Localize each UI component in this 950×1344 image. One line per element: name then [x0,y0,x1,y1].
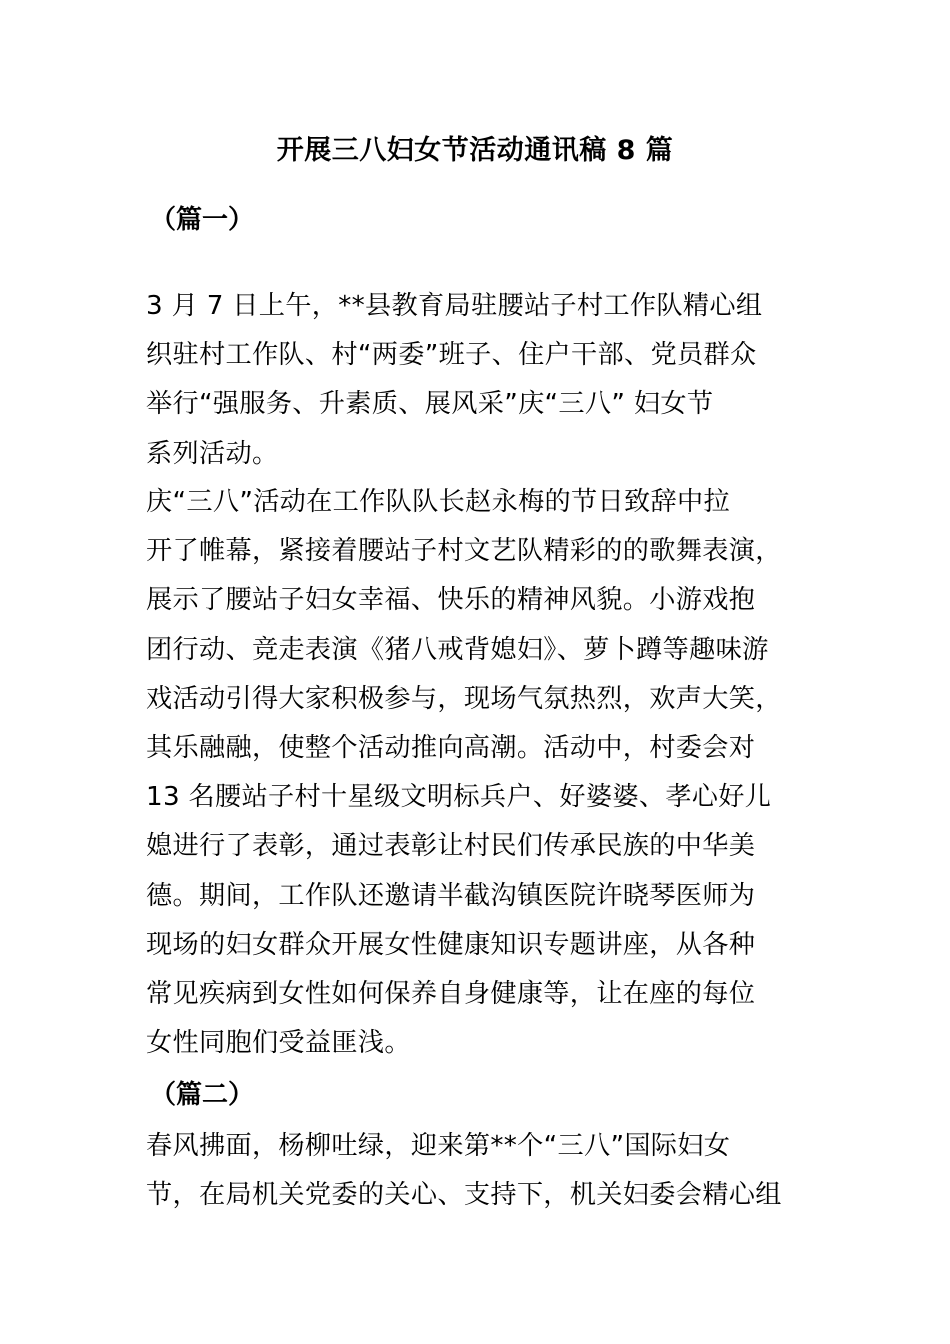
text-line: 常见疾病到女性如何保养自身健康等，让在座的每位 [146,978,756,1009]
text-line: 系列活动。 [146,438,279,469]
text-line: 现场的妇女群众开展女性健康知识专题讲座，从各种 [146,929,756,960]
text-line: 节，在局机关党委的关心、支持下，机关妇委会精心组 [146,1180,782,1211]
text-line: 庆“三八”活动在工作队队长赵永梅的节日致辞中拉 [146,487,730,517]
text-line: 媳进行了表彰，通过表彰让村民们传承民族的中华美 [146,831,756,862]
section-heading-2: （篇二） [150,1080,255,1110]
text-line: 举行“强服务、升素质、展风采”庆“三八” 妇女节 [146,389,714,420]
paragraph-3 [146,1122,811,1220]
text-line: 13 名腰站子村十星级文明标兵户、好婆婆、孝心好儿 [146,782,772,813]
text-line: 德。期间，工作队还邀请半截沟镇医院许晓琴医师为 [146,880,756,911]
text-line: 织驻村工作队、村“两委”班子、住户干部、党员群众 [146,340,757,371]
text-line: 3 月 7 日上午，**县教育局驻腰站子村工作队精心组 [146,291,763,321]
text-line: 开了帷幕，紧接着腰站子村文艺队精彩的的歌舞表演， [146,536,782,567]
text-line: 戏活动引得大家积极参与，现场气氛热烈，欢声大笑， [146,683,782,714]
document-title: 开展三八妇女节活动通讯稿 8 篇 [276,135,674,166]
text-line: 展示了腰站子妇女幸福、快乐的精神风貌。小游戏抱 [146,585,756,616]
text-line: 女性同胞们受益匪浅。 [146,1028,411,1059]
section-heading-1: （篇一） [150,205,255,235]
text-line: 团行动、竞走表演《猪八戒背媳妇》、萝卜蹲等趣味游 [146,634,769,665]
text-line: 其乐融融，使整个活动推向高潮。活动中，村委会对 [146,732,756,763]
text-line: 春风拂面，杨柳吐绿，迎来第**个“三八”国际妇女 [146,1131,731,1161]
paragraph-2 [146,478,811,1068]
paragraph-1 [146,282,811,479]
